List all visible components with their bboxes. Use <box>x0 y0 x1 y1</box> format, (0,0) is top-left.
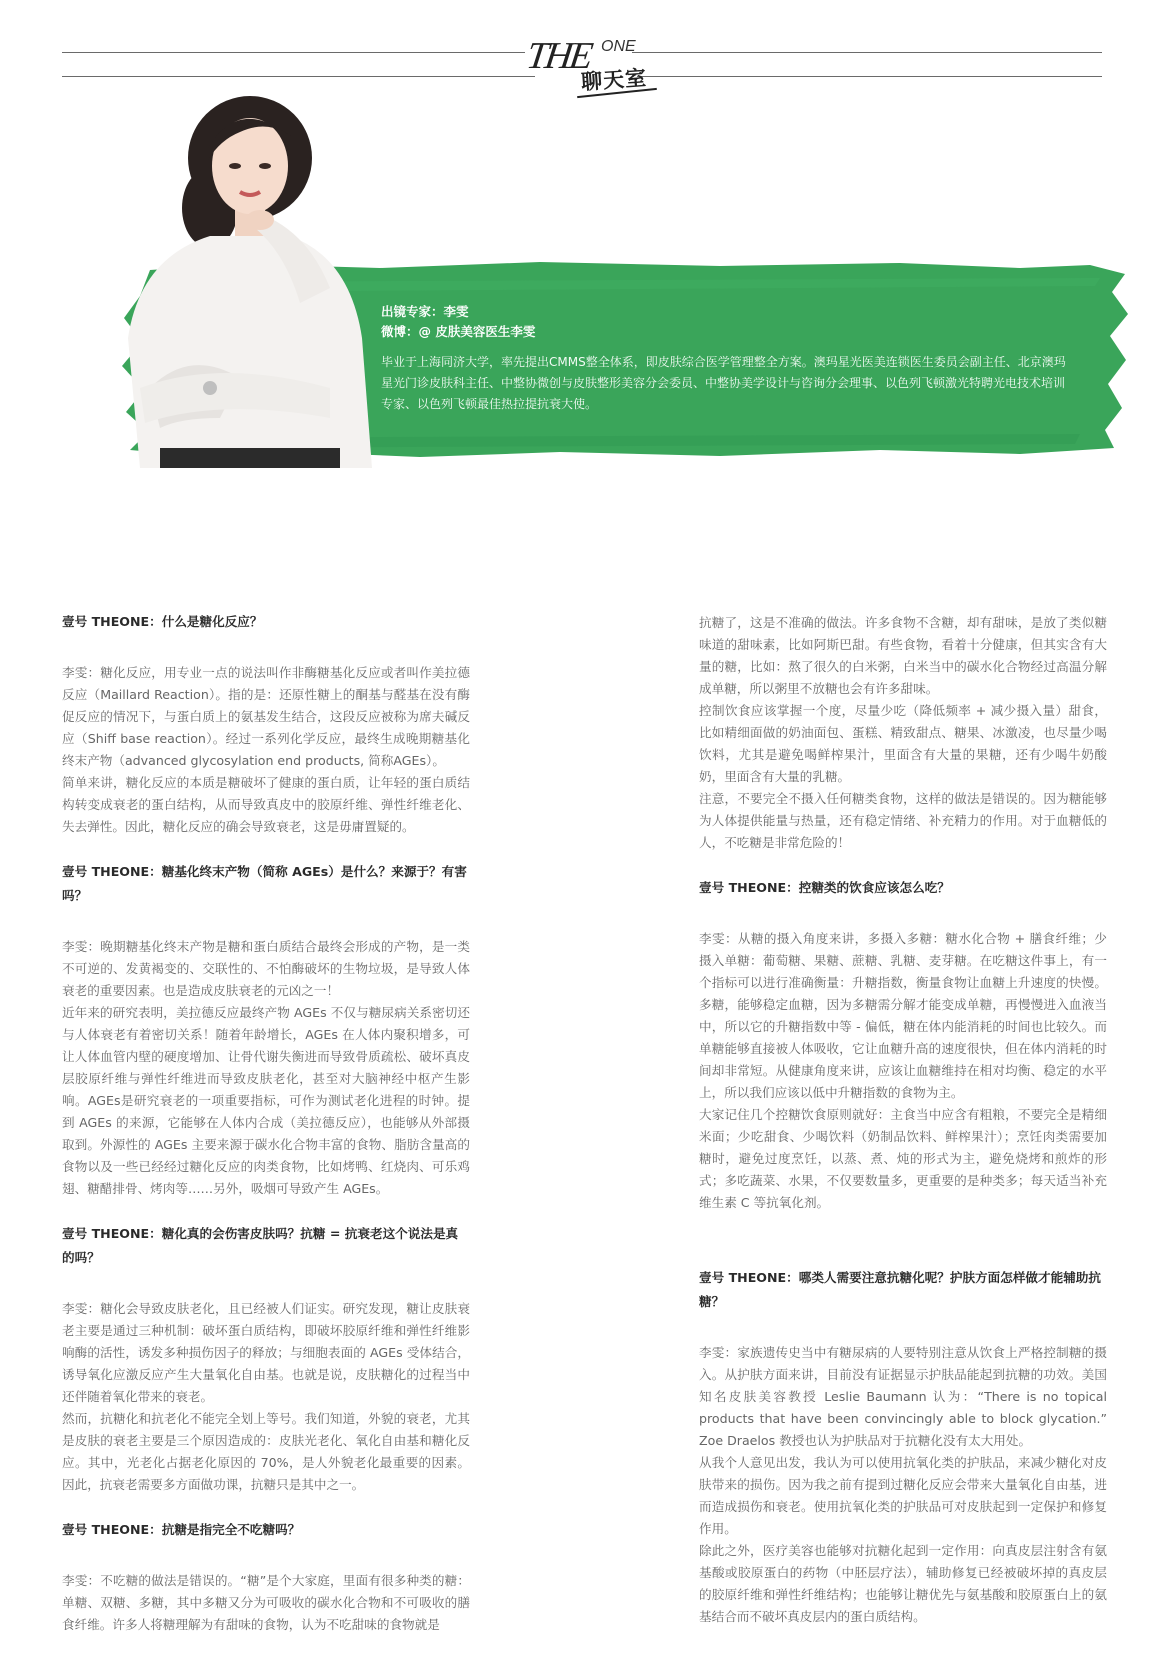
answer-4-paragraph-3: 注意，不要完全不摄入任何糖类食物，这样的做法是错误的。因为糖能够为人体提供能量与热量，还有稳定情绪、补充精力的作用。对于血糖低的人，不吃糖是非常危险的！ <box>699 791 1107 850</box>
question-1: 壹号 THEONE：什么是糖化反应？ <box>62 614 263 629</box>
expert-description: 毕业于上海同济大学，率先提出CMMS整全体系，即皮肤综合医学管理整全方案。澳玛星光医美连锁医生委员会副主任、北京澳玛星光门诊皮肤科主任、中整协微创与皮肤整形美容分会委员、中整协美学设计与咨询分会理事、以色列飞顿激光特聘光电技术培训专家、以色列飞顿最佳热拉提抗衰大使。 <box>381 355 1066 411</box>
rule-right-top <box>632 52 1102 53</box>
answer-4-paragraph-1-continued: 抗糖了，这是不准确的做法。许多食物不含糖，却有甜味，是放了类似糖味道的甜味素，比如阿斯巴甜。有些食物，看着十分健康，但其实含有大量的糖，比如：熬了很久的白米粥，白米当中的碳水化合物经过高温分解成单糖，所以粥里不放糖也会有许多甜味。 <box>699 615 1107 696</box>
article-column-left <box>62 610 470 1636</box>
expert-weibo: 微博：@ 皮肤美容医生李雯 <box>381 324 536 339</box>
question-3: 壹号 THEONE：糖化真的会伤害皮肤吗？抗糖 = 抗衰老这个说法是真的吗？ <box>62 1226 459 1265</box>
logo-one: ONE <box>601 38 636 55</box>
question-5: 壹号 THEONE：控糖类的饮食应该怎么吃？ <box>699 880 950 895</box>
theone-logo <box>524 30 687 100</box>
article-column-right <box>699 612 1107 1628</box>
question-4: 壹号 THEONE：抗糖是指完全不吃糖吗？ <box>62 1522 301 1537</box>
expert-name: 出镜专家：李雯 <box>381 304 469 319</box>
answer-2-paragraph-1: 李雯：晚期糖基化终末产物是糖和蛋白质结合最终会形成的产物，是一类不可逆的、发黄褐变的、交联性的、不怕酶破坏的生物垃圾，是导致人体衰老的重要因素。也是造成皮肤衰老的元凶之一！ <box>62 939 470 998</box>
answer-3-paragraph-1: 李雯：糖化会导致皮肤老化，且已经被人们证实。研究发现，糖让皮肤衰老主要是通过三种机制：破坏蛋白质结构，即破坏胶原纤维和弹性纤维影响酶的活性，诱发多种损伤因子的释放；与细胞表面的 AGEs 受体结合，诱导氧化应激反应产生大量氧化自由基。也就是说，皮肤糖化的过程当中还伴随着氧化带来的衰老。 <box>62 1301 470 1404</box>
logo-the: THE <box>524 35 593 77</box>
answer-6-paragraph-3: 除此之外，医疗美容也能够对抗糖化起到一定作用：向真皮层注射含有氨基酸或胶原蛋白的药物（中胚层疗法），辅助修复已经被破坏掉的真皮层的胶原纤维和弹性纤维结构；也能够让糖优先与氨基酸和胶原蛋白上的氨基结合而不破坏真皮层内的蛋白质结构。 <box>699 1543 1107 1624</box>
rule-right-bottom <box>637 76 1102 77</box>
answer-2-paragraph-2: 近年来的研究表明，美拉德反应最终产物 AGEs 不仅与糖尿病关系密切还与人体衰老有着密切关系！随着年龄增长，AGEs 在人体内聚积增多，可让人体血管内壁的硬度增加、让骨代谢失衡进而导致骨质疏松、破坏真皮层胶原纤维与弹性纤维进而导致皮肤老化，甚至对大脑神经中枢产生影响。AGEs是研究衰老的一项重要指标，可作为测试老化进程的时钟。提到 AGEs 的来源，它能够在人体内合成（美拉德反应），也能够从外部摄取到。外源性的 AGEs 主要来源于碳水化合物丰富的食物、脂肪含量高的食物以及一些已经经过糖化反应的肉类食物，比如烤鸭、红烧肉、可乐鸡翅、糖醋排骨、烤肉等……另外，吸烟可导致产生 AGEs。 <box>62 1005 470 1196</box>
answer-5-paragraph-2: 大家记住几个控糖饮食原则就好：主食当中应含有粗粮，不要完全是精细米面；少吃甜食、少喝饮料（奶制品饮料、鲜榨果汁）；烹饪肉类需要加糖时，避免过度烹饪，以蒸、煮、炖的形式为主，避免烧烤和煎炸的形式；多吃蔬菜、水果，不仅要数量多，更重要的是种类多；每天适当补充维生素 C 等抗氧化剂。 <box>699 1107 1107 1210</box>
answer-4-paragraph-1: 李雯：不吃糖的做法是错误的。“糖”是个大家庭，里面有很多种类的糖：单糖、双糖、多糖，其中多糖又分为可吸收的碳水化合物和不可吸收的膳食纤维。许多人将糖理解为有甜味的食物，认为不吃甜味的食物就是 <box>62 1573 470 1632</box>
expert-bio <box>381 302 1071 415</box>
question-2: 壹号 THEONE：糖基化终末产物（简称 AGEs）是什么？来源于？有害吗？ <box>62 864 467 903</box>
answer-6-paragraph-2: 从我个人意见出发，我认为可以使用抗氧化类的护肤品，来减少糖化对皮肤带来的损伤。因为我之前有提到过糖化反应会带来大量氧化自由基，进而造成损伤和衰老。使用抗氧化类的护肤品可对皮肤起到一定保护和修复作用。 <box>699 1455 1107 1536</box>
answer-1-paragraph-2: 简单来讲，糖化反应的本质是糖破坏了健康的蛋白质，让年轻的蛋白质结构转变成衰老的蛋白结构，从而导致真皮中的胶原纤维、弹性纤维老化、失去弹性。因此，糖化反应的确会导致衰老，这是毋庸置疑的。 <box>62 775 470 834</box>
question-6: 壹号 THEONE：哪类人需要注意抗糖化呢？护肤方面怎样做才能辅助抗糖？ <box>699 1270 1101 1309</box>
answer-1-paragraph-1: 李雯：糖化反应，用专业一点的说法叫作非酶糖基化反应或者叫作美拉德反应（Maillard Reaction）。指的是：还原性糖上的酮基与醛基在没有酶促反应的情况下，与蛋白质上的氨基发生结合，这段反应被称为席夫碱反应（Shiff base reaction）。经过一系列化学反应，最终生成晚期糖基化终末产物（advanced glycosylation end products, 简称AGEs）。 <box>62 665 470 768</box>
logo-chat-room: 聊天室 <box>580 65 648 95</box>
answer-4-paragraph-2: 控制饮食应该掌握一个度，尽量少吃（降低频率 + 减少摄入量）甜食，比如精细面做的奶油面包、蛋糕、精致甜点、糖果、冰激凌，也尽量少喝饮料，尤其是避免喝鲜榨果汁，里面含有大量的果糖，还有少喝牛奶酸奶，里面含有大量的乳糖。 <box>699 703 1107 784</box>
answer-5-paragraph-1: 李雯：从糖的摄入角度来讲，多摄入多糖：糖水化合物 + 膳食纤维；少摄入单糖：葡萄糖、果糖、蔗糖、乳糖、麦芽糖。在吃糖这件事上，有一个指标可以进行准确衡量：升糖指数，衡量食物让血糖上升速度的快慢。多糖，能够稳定血糖，因为多糖需分解才能变成单糖，再慢慢进入血液当中，所以它的升糖指数中等 - 偏低，糖在体内能消耗的时间也比较久。而单糖能够直接被人体吸收，它让血糖升高的速度很快，但在体内消耗的时间却非常短。从健康角度来讲，应该让血糖维持在相对均衡、稳定的水平上，所以我们应该以低中升糖指数的食物为主。 <box>699 931 1107 1100</box>
rule-left-top <box>62 52 525 53</box>
rule-left-bottom <box>62 76 535 77</box>
answer-6-paragraph-1: 李雯：家族遗传史当中有糖尿病的人要特别注意从饮食上严格控制糖的摄入。从护肤方面来讲，目前没有证据显示护肤品能起到抗糖的功效。美国知名皮肤美容教授 Leslie Baumann 认为：“There is no topical products that have been convincingly able to block glycation.” Zoe Draelos 教授也认为护肤品对于抗糖化没有太大用处。 <box>699 1345 1107 1448</box>
answer-3-paragraph-2: 然而，抗糖化和抗老化不能完全划上等号。我们知道，外貌的衰老，尤其是皮肤的衰老主要是三个原因造成的：皮肤光老化、氧化自由基和糖化反应。其中，光老化占据老化原因的 70%，是人外貌老化最重要的因素。因此，抗衰老需要多方面做功课，抗糖只是其中之一。 <box>62 1411 470 1492</box>
